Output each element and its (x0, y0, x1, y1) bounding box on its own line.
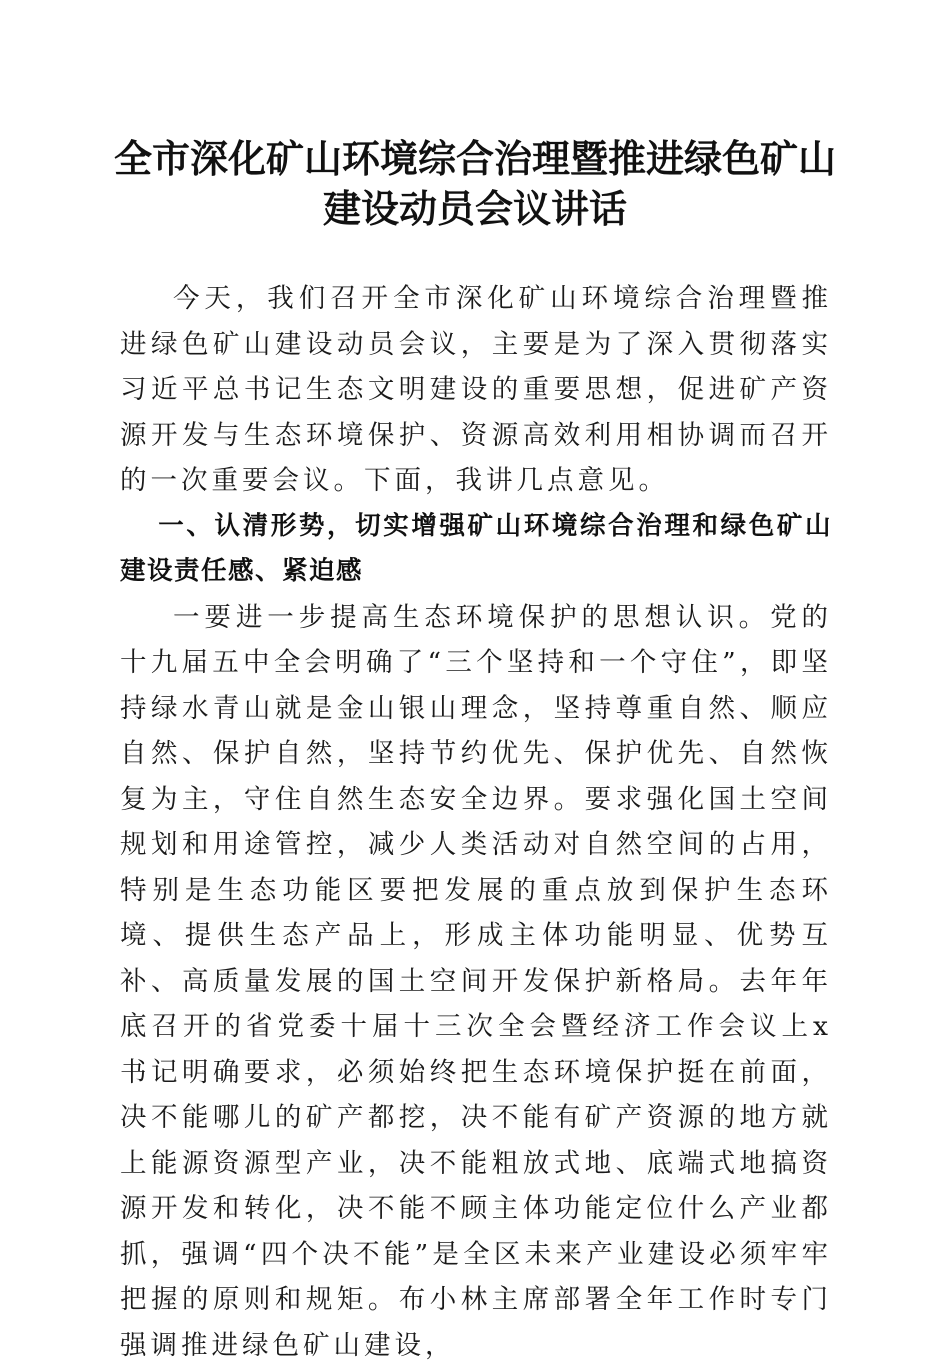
section-heading: 一、认清形势，切实增强矿山环境综合治理和绿色矿山建设责任感、紧迫感 (120, 504, 832, 595)
body-paragraph: 一要进一步提高生态环境保护的思想认识。党的十九届五中全会明确了“三个坚持和一个守住”，即坚持绿水青山就是金山银山理念，坚持尊重自然、顺应自然、保护自然，坚持节约优先、保护优先、自然恢复为主，守住自然生态安全边界。要求强化国土空间规划和用途管控，减少人类活动对自然空间的占用，特别是生态功能区要把发展的重点放到保护生态环境、提供生态产品上，形成主体功能明显、优势互补、高质量发展的国土空间开发保护新格局。去年年底召开的省党委十届十三次全会暨经济工作会议上x书记明确要求，必须始终把生态环境保护挺在前面，决不能哪儿的矿产都挖，决不能有矿产资源的地方就上能源资源型产业，决不能粗放式地、底端式地搞资源开发和转化，决不能不顾主体功能定位什么产业都抓，强调“四个决不能”是全区未来产业建设必须牢牢把握的原则和规矩。布小林主席部署全年工作时专门强调推进绿色矿山建设， (120, 595, 832, 1368)
intro-paragraph: 今天，我们召开全市深化矿山环境综合治理暨推进绿色矿山建设动员会议，主要是为了深入贯彻落实习近平总书记生态文明建设的重要思想，促进矿产资源开发与生态环境保护、资源高效利用相协调而召开的一次重要会议。下面，我讲几点意见。 (120, 276, 832, 504)
document-body (120, 276, 832, 1368)
document-title: 全市深化矿山环境综合治理暨推进绿色矿山建设动员会议讲话 (110, 134, 840, 234)
